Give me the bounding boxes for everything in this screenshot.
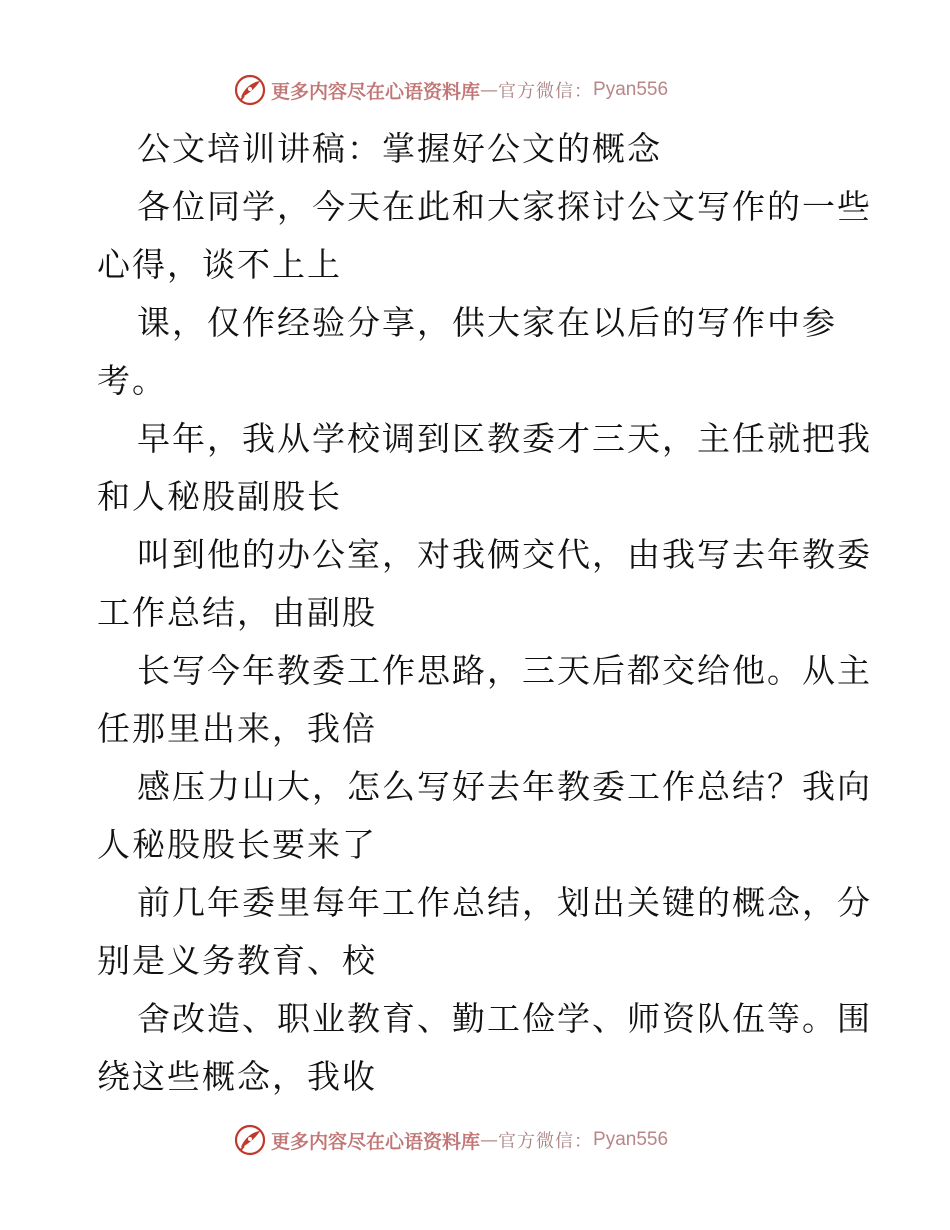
banner-site-text: 更多内容尽在心语资料库 [271,1130,481,1153]
paragraph-line: 心得，谈不上上 [97,245,342,284]
paragraph-line: 任那里出来，我倍 [97,709,377,748]
pen-logo-icon [233,73,267,107]
banner-site-text: 更多内容尽在心语资料库 [271,80,481,103]
banner-separator: — [480,1129,499,1151]
paragraph-line: 考。 [97,361,167,400]
document-body [97,120,872,1106]
paragraph-line: 感压力山大，怎么写好去年教委工作总结？我向 [137,767,872,806]
paragraph-line: 叫到他的办公室，对我俩交代，由我写去年教委 [137,535,872,574]
paragraph-line: 舍改造、职业教育、勤工俭学、师资队伍等。围 [137,999,872,1038]
paragraph-line: 长写今年教委工作思路，三天后都交给他。从主 [137,651,872,690]
banner-separator: — [480,79,499,101]
header-watermark-banner [233,72,668,108]
paragraph-line: 前几年委里每年工作总结，划出关键的概念，分 [137,883,872,922]
paragraph-line: 绕这些概念，我收 [97,1057,377,1096]
paragraph-line: 人秘股股长要来了 [97,825,377,864]
paragraph-line: 工作总结，由副股 [97,593,377,632]
paragraph-line: 和人秘股副股长 [97,477,342,516]
banner-wechat-id: Pyan556 [593,1129,669,1150]
banner-wechat-label: 官方微信： [498,81,594,102]
banner-wechat-id: Pyan556 [593,79,669,100]
document-title: 公文培训讲稿：掌握好公文的概念 [137,129,662,168]
paragraph-line: 早年，我从学校调到区教委才三天，主任就把我 [137,419,872,458]
paragraph-line: 课，仅作经验分享，供大家在以后的写作中参 [137,303,837,342]
paragraph-line: 各位同学，今天在此和大家探讨公文写作的一些 [137,187,872,226]
footer-watermark-banner [233,1122,668,1158]
paragraph-line: 别是义务教育、校 [97,941,377,980]
pen-logo-icon [233,1123,267,1157]
banner-wechat-label: 官方微信： [498,1131,594,1152]
